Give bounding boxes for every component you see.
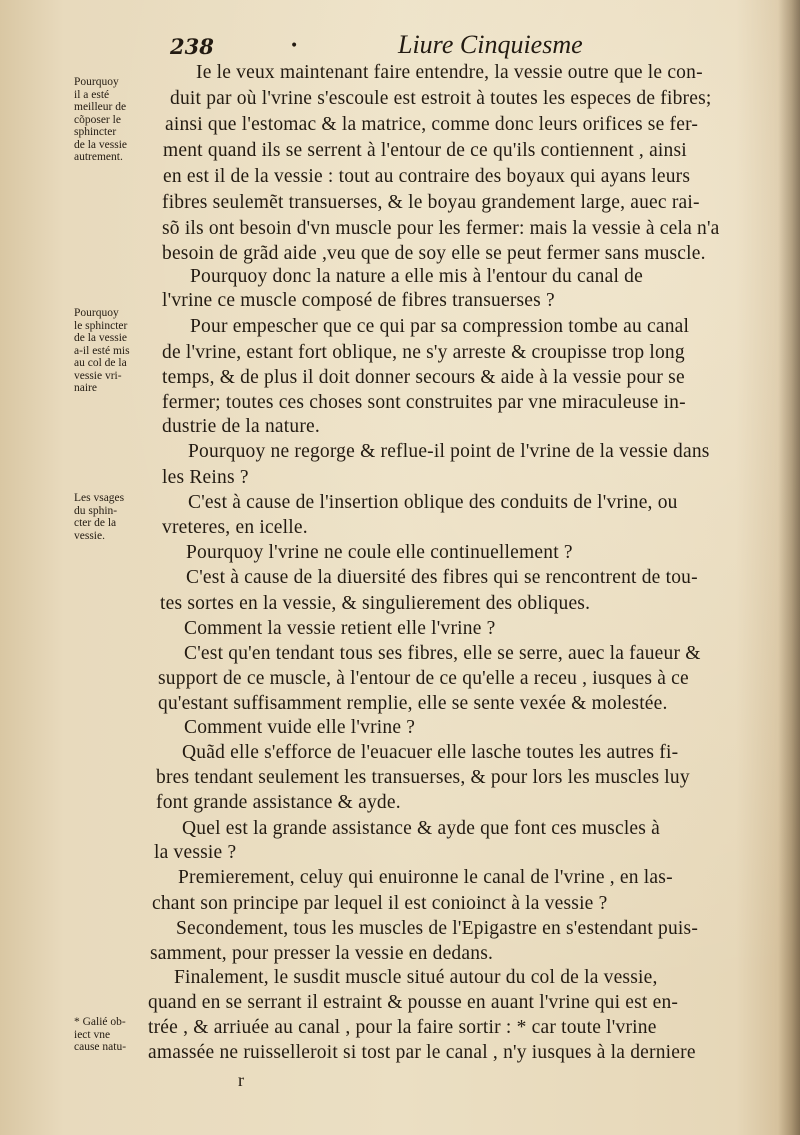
text-line: Quãd elle s'efforce de l'euacuer elle lasche toutes les autres fi- [182, 742, 679, 763]
text-line: Secondement, tous les muscles de l'Epigastre en s'estendant puis- [176, 918, 699, 939]
text-line: Comment la vessie retient elle l'vrine ? [184, 618, 496, 639]
text-line: qu'estant suffisamment remplie, elle se sente vexée & molestée. [158, 693, 668, 714]
text-line: fermer; toutes ces choses sont construites par vne miraculeuse in- [162, 392, 686, 413]
running-title: Liure Cinquiesme [398, 30, 583, 59]
text-line: de l'vrine, estant fort oblique, ne s'y arreste & croupisse trop long [162, 342, 685, 363]
text-line: ment quand ils se serrent à l'entour de ce qu'ils contiennent , ainsi [163, 140, 687, 161]
text-line: Pourquoy donc la nature a elle mis à l'entour du canal de [190, 266, 643, 287]
text-line: C'est à cause de la diuersité des fibres qui se rencontrent de tou- [186, 567, 698, 588]
text-line: fibres seulemẽt transuerses, & le boyau grandement large, auec rai- [162, 192, 700, 213]
text-line: Comment vuide elle l'vrine ? [184, 717, 416, 738]
margin-note: * Galié ob- iect vne cause natu- [74, 1016, 127, 1053]
text-line: Finalement, le susdit muscle situé autour du col de la vessie, [174, 967, 658, 988]
text-line: C'est qu'en tendant tous ses fibres, elle se serre, auec la faueur & [184, 643, 701, 664]
margin-note: Pourquoy il a esté meilleur de cõposer le sphincter de la vessie autrement. [74, 76, 128, 163]
text-line: les Reins ? [162, 467, 249, 488]
catchword-mark: r [238, 1070, 244, 1090]
text-line: Quel est la grande assistance & ayde que font ces muscles à [182, 818, 661, 839]
text-line: Ie le veux maintenant faire entendre, la vessie outre que le con- [196, 62, 703, 83]
text-line: dustrie de la nature. [162, 416, 320, 437]
text-line: amassée ne ruisselleroit si tost par le canal , n'y iusques à la derniere [148, 1042, 696, 1063]
text-line: tes sortes en la vessie, & singulierement des obliques. [160, 593, 591, 614]
page-number: 238 [170, 34, 214, 59]
text-line: la vessie ? [154, 842, 237, 863]
text-line: Pourquoy ne regorge & reflue-il point de l'vrine de la vessie dans [188, 441, 710, 462]
text-line: besoin de grãd aide ,veu que de soy elle se peut fermer sans muscle. [162, 243, 706, 264]
text-line: en est il de la vessie : tout au contraire des boyaux qui ayans leurs [163, 166, 691, 187]
header-ornament-dot: • [290, 38, 299, 54]
text-line: temps, & de plus il doit donner secours & aide à la vessie pour se [162, 367, 685, 388]
text-line: duit par où l'vrine s'escoule est estroit à toutes les especes de fibres; [170, 88, 712, 109]
text-line: sõ ils ont besoin d'vn muscle pour les fermer: mais la vessie à cela n'a [162, 218, 720, 239]
margin-note: Pourquoy le sphincter de la vessie a-il esté mis au col de la vessie vri- naire [74, 307, 130, 394]
text-line: samment, pour presser la vessie en dedans. [150, 943, 494, 964]
text-line: Pourquoy l'vrine ne coule elle continuellement ? [186, 542, 573, 563]
text-line: trée , & arriuée au canal , pour la faire sortir : * car toute l'vrine [148, 1017, 657, 1038]
text-line: Pour empescher que ce qui par sa compression tombe au canal [190, 316, 690, 337]
text-line: chant son principe par lequel il est conioinct à la vessie ? [152, 893, 608, 914]
text-line: Premierement, celuy qui enuironne le canal de l'vrine , en las- [178, 867, 673, 888]
text-line: font grande assistance & ayde. [156, 792, 401, 813]
text-line: vreteres, en icelle. [162, 517, 308, 538]
text-line: l'vrine ce muscle composé de fibres transuerses ? [162, 290, 555, 311]
text-line: C'est à cause de l'insertion oblique des conduits de l'vrine, ou [188, 492, 678, 513]
text-line: bres tendant seulement les transuerses, & pour lors les muscles luy [156, 767, 690, 788]
text-line: support de ce muscle, à l'entour de ce qu'elle a receu , iusques à ce [158, 668, 689, 689]
text-line: ainsi que l'estomac & la matrice, comme donc leurs orifices se fer- [165, 114, 699, 135]
text-line: quand en se serrant il estraint & pousse en auant l'vrine qui est en- [148, 992, 679, 1013]
margin-note: Les vsages du sphin- cter de la vessie. [74, 492, 125, 542]
